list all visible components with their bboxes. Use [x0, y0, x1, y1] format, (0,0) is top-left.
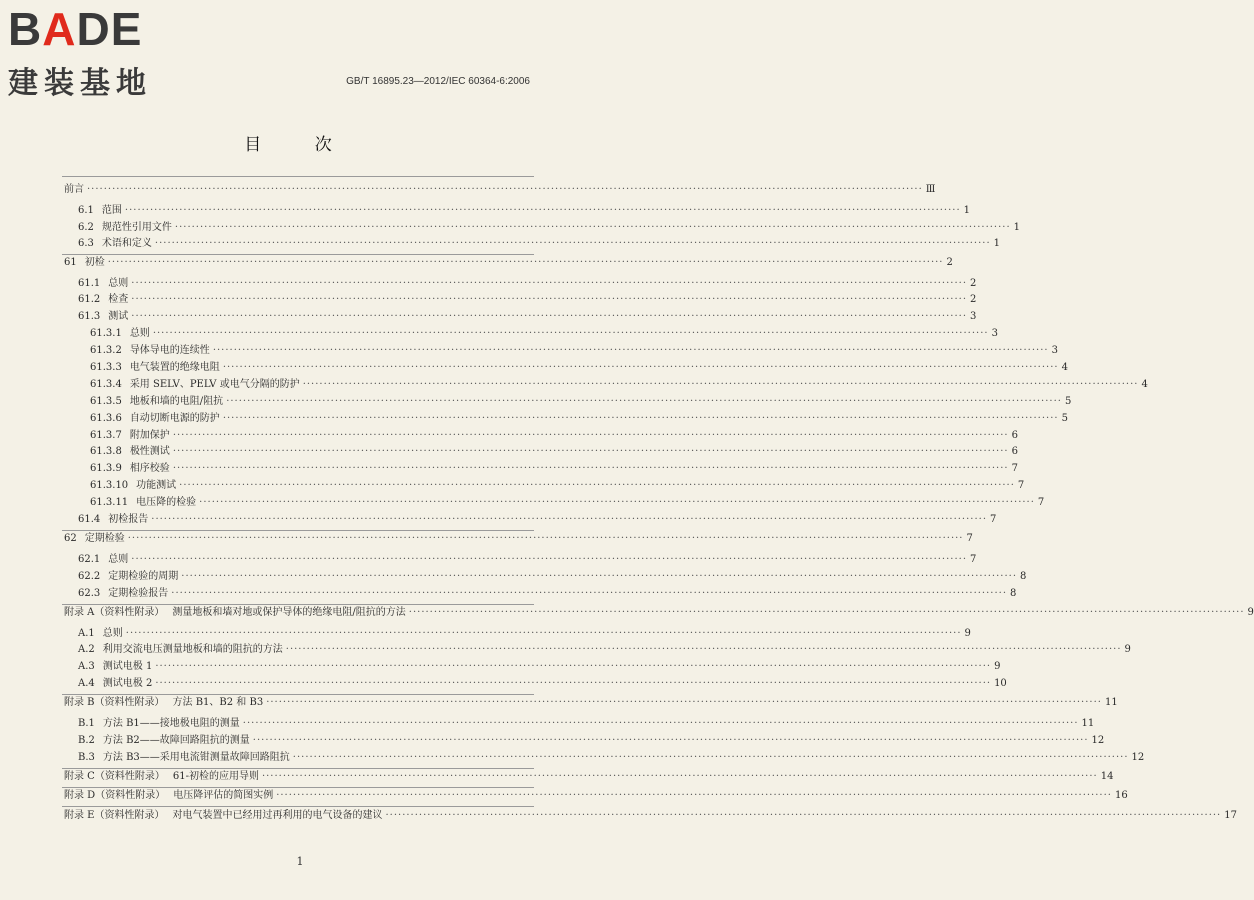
toc-entry [78, 276, 977, 292]
toc-entry-title: 方法 B1——接地极电阻的测量 [102, 718, 240, 729]
toc-entry-title: 方法 B1、B2 和 B3 [172, 697, 264, 708]
toc-leader-dots: ········································································································································································································ [154, 238, 991, 249]
toc-entry-page: 4 [1061, 362, 1068, 373]
toc-entry-page: 1 [993, 238, 1001, 249]
toc-entry-page: 9 [994, 661, 1001, 672]
toc-entry [90, 428, 1018, 444]
toc-leader-dots: ········································································································································································································ [172, 430, 1009, 441]
toc-entry-number: B.3 [78, 752, 95, 763]
toc-entry-title: 相序校验 [129, 463, 170, 474]
toc-entry-page: 8 [1010, 588, 1017, 599]
toc-entry-page: 6 [1011, 430, 1018, 441]
toc-entry [78, 586, 1017, 602]
toc-leader-dots: ········································································································································································································ [155, 661, 992, 672]
toc-top-rule [62, 176, 534, 177]
toc-entry [78, 716, 1095, 732]
toc-entry-number: 62 [64, 533, 77, 544]
toc-leader-dots: ········································································································································································································ [226, 396, 1062, 407]
toc-entry [64, 255, 953, 271]
standard-number: GB/T 16895.23—2012/IEC 60364-6:2006 [346, 76, 530, 87]
toc-entry [78, 626, 971, 642]
toc-entry-number: A.3 [78, 661, 95, 672]
toc-entry-title: 功能测试 [136, 480, 177, 491]
toc-entry [78, 220, 1021, 236]
toc-entry [64, 769, 1114, 785]
toc-entry-title: 定期检验 [84, 533, 125, 544]
toc-leader-dots: ········································································································································································································ [151, 514, 988, 525]
toc-entry-page: 7 [1017, 480, 1025, 491]
toc-entry-page: 17 [1224, 810, 1237, 821]
toc-entry-page: 14 [1100, 771, 1114, 782]
toc-entry-page: 2 [970, 278, 977, 289]
toc-entry [90, 461, 1018, 477]
toc-leader-dots: ········································································································································································································ [155, 678, 992, 689]
toc-entry-page: 9 [1247, 607, 1254, 618]
toc-entry-title: 测试电极 1 [102, 661, 153, 672]
toc-entry-title: 总则 [108, 554, 129, 565]
toc-entry-number: 61.3.11 [90, 497, 129, 508]
toc-entry-number: 62.3 [78, 588, 101, 599]
toc-leader-dots: ········································································································································································································ [172, 446, 1009, 457]
toc-entry-page: 2 [946, 257, 953, 268]
logo-letter-a: A [42, 3, 77, 55]
toc-entry-number: 附录 A（资料性附录） [64, 607, 165, 618]
toc-entry-number: 6.3 [78, 238, 94, 249]
toc-entry-page: 9 [964, 628, 971, 639]
toc-leader-dots: ········································································································································································································ [199, 497, 1035, 508]
toc-entry [78, 750, 1145, 766]
toc-entry [64, 695, 1118, 711]
toc-entry-title: 对电气装置中已经用过再利用的电气设备的建议 [172, 810, 383, 821]
toc-leader-dots: ········································································································································································································ [174, 222, 1011, 233]
toc-entry-number: 附录 C（资料性附录） [64, 771, 165, 782]
toc-entry-title: 测试 [108, 311, 129, 322]
toc-entry [90, 360, 1068, 376]
toc-entry [78, 569, 1027, 585]
toc-leader-dots: ········································································································································································································ [222, 362, 1059, 373]
toc-entry-number: 61.3.9 [90, 463, 122, 474]
toc-entry [90, 326, 998, 342]
logo-cjk-text: 建装基地 [8, 66, 152, 101]
toc-entry-title: 定期检验报告 [108, 588, 169, 599]
toc-entry-page: 7 [990, 514, 997, 525]
toc-entry-title: 定期检验的周期 [108, 571, 179, 582]
toc-entry-number: B.2 [78, 735, 95, 746]
toc-entry-page: 9 [1124, 644, 1131, 655]
toc-entry-title: 测试电极 2 [102, 678, 153, 689]
toc-entry-page: 11 [1104, 697, 1118, 708]
toc-entry-title: 初检 [84, 257, 105, 268]
toc-leader-dots: ········································································································································································································ [385, 810, 1222, 821]
toc-leader-dots: ········································································································································································································ [212, 345, 1049, 356]
toc-leader-dots: ········································································································································································································ [242, 718, 1079, 729]
toc-entry-title: 附加保护 [129, 430, 170, 441]
toc-entry-number: 前言 [64, 184, 84, 195]
toc-entry-page: 7 [966, 533, 973, 544]
toc-leader-dots: ········································································································································································································ [131, 278, 968, 289]
toc-entry [78, 309, 977, 325]
toc-entry-number: 61.4 [78, 514, 101, 525]
toc-entry [78, 292, 977, 308]
toc-entry-page: 7 [1011, 463, 1018, 474]
logo [8, 3, 152, 102]
toc-leader-dots: ········································································································································································································ [285, 644, 1122, 655]
toc-entry-number: 61.1 [78, 278, 101, 289]
logo-wordmark [8, 3, 152, 55]
toc-entry-title: 自动切断电源的防护 [129, 413, 220, 424]
toc-entry-title: 测量地板和墙对地或保护导体的绝缘电阻/阻抗的方法 [172, 607, 406, 618]
toc-entry-title: 规范性引用文件 [101, 222, 172, 233]
toc-entry-title: 利用交流电压测量地板和墙的阻抗的方法 [102, 644, 283, 655]
toc-entry-number: A.2 [78, 644, 95, 655]
toc-entry-page: 10 [994, 678, 1007, 689]
toc-entry [64, 788, 1128, 804]
toc-entry-page: Ⅲ [925, 184, 936, 195]
toc-leader-dots: ········································································································································································································ [181, 571, 1018, 582]
toc-entry-title: 总则 [129, 328, 150, 339]
toc-entry [90, 394, 1072, 410]
toc-entry [78, 552, 977, 568]
logo-letter-b: B [8, 3, 43, 55]
toc-leader-dots: ········································································································································································································ [127, 533, 964, 544]
toc-leader-dots: ········································································································································································································ [87, 184, 923, 195]
toc-leader-dots: ········································································································································································································ [179, 480, 1015, 491]
toc-entry-number: 61.3.1 [90, 328, 122, 339]
toc-entry-page: 3 [970, 311, 977, 322]
toc-entry-number: 附录 E（资料性附录） [64, 810, 165, 821]
toc-leader-dots: ········································································································································································································ [131, 294, 968, 305]
toc-entry-number: 61.3.3 [90, 362, 122, 373]
toc-entry-page: 7 [970, 554, 977, 565]
toc-leader-dots: ········································································································································································································ [276, 790, 1112, 801]
toc-entry-number: 61.3.8 [90, 446, 122, 457]
toc-entry-number: 附录 B（资料性附录） [64, 697, 165, 708]
toc-entry-title: 采用 SELV、PELV 或电气分隔的防护 [129, 379, 300, 390]
toc-entry-page: 1 [963, 205, 971, 216]
toc-entry-page: 12 [1131, 752, 1145, 763]
toc-entry-page: 8 [1020, 571, 1027, 582]
toc-entry-number: A.4 [78, 678, 95, 689]
toc-entry-page: 5 [1061, 413, 1068, 424]
toc-entry [78, 236, 1001, 252]
toc-entry-number: 61.3.10 [90, 480, 129, 491]
toc-entry-page: 3 [991, 328, 998, 339]
toc-entry-title: 检查 [108, 294, 129, 305]
toc-entry [64, 182, 936, 198]
toc-entry-title: 电压降评估的简图实例 [173, 790, 274, 801]
toc-leader-dots: ········································································································································································································ [152, 328, 989, 339]
toc-entry-title: 方法 B2——故障回路阻抗的测量 [102, 735, 250, 746]
toc-entry-number: 61.3.4 [90, 379, 122, 390]
toc-entry-title: 61-初检的应用导则 [172, 771, 259, 782]
toc-leader-dots: ········································································································································································································ [266, 697, 1102, 708]
toc-leader-dots: ········································································································································································································ [222, 413, 1059, 424]
toc-entry-number: 附录 D（资料性附录） [64, 790, 166, 801]
toc-leader-dots: ········································································································································································································ [172, 463, 1009, 474]
toc-entry-title: 导体导电的连续性 [129, 345, 210, 356]
toc-leader-dots: ········································································································································································································ [292, 752, 1129, 763]
toc-entry [78, 203, 971, 219]
toc-entry-title: 总则 [108, 278, 129, 289]
toc-entry-number: 61.3.5 [90, 396, 122, 407]
logo-letters-de: DE [76, 3, 143, 55]
toc-entry [90, 478, 1025, 494]
toc-entry [90, 495, 1045, 511]
toc-title: 目 次 [244, 135, 356, 155]
toc-entry-number: B.1 [78, 718, 95, 729]
toc-entry [64, 808, 1237, 824]
toc-leader-dots: ········································································································································································································ [171, 588, 1008, 599]
toc-entry-number: 61 [64, 257, 77, 268]
toc-entry-number: 61.3.2 [90, 345, 122, 356]
toc-entry-title: 初检报告 [108, 514, 149, 525]
toc-entry [90, 343, 1058, 359]
toc-leader-dots: ········································································································································································································ [125, 628, 962, 639]
toc-entry-number: 6.2 [78, 222, 94, 233]
toc-entry-number: 61.3.7 [90, 430, 122, 441]
toc-leader-dots: ········································································································································································································ [131, 554, 968, 565]
toc-entry [78, 659, 1001, 675]
toc-entry-page: 16 [1114, 790, 1128, 801]
toc-entry-title: 极性测试 [129, 446, 170, 457]
toc-entry-page: 4 [1141, 379, 1148, 390]
toc-entry-number: 62.1 [78, 554, 101, 565]
toc-entry-page: 1 [1013, 222, 1021, 233]
toc-leader-dots: ········································································································································································································ [302, 379, 1139, 390]
toc-entry [64, 531, 973, 547]
toc-entry-page: 12 [1091, 735, 1105, 746]
toc-entry-title: 电气装置的绝缘电阻 [129, 362, 220, 373]
toc-entry-number: 61.2 [78, 294, 101, 305]
toc-entry-number: 61.3 [78, 311, 101, 322]
toc-entry-title: 术语和定义 [101, 238, 152, 249]
toc-leader-dots: ········································································································································································································ [261, 771, 1098, 782]
toc-leader-dots: ········································································································································································································ [107, 257, 944, 268]
toc-section-rule [62, 806, 534, 807]
toc-entry-page: 6 [1011, 446, 1018, 457]
toc-entry [90, 377, 1148, 393]
toc-entry [64, 605, 1254, 621]
toc-entry [78, 733, 1105, 749]
toc-entry [90, 444, 1018, 460]
toc-entry-number: 6.1 [78, 205, 94, 216]
toc-entry-page: 5 [1064, 396, 1072, 407]
page-number: 1 [296, 855, 304, 868]
toc-entry-number: 62.2 [78, 571, 101, 582]
toc-entry [90, 411, 1068, 427]
toc-leader-dots: ········································································································································································································ [408, 607, 1245, 618]
toc-entry [78, 512, 997, 528]
toc-entry-title: 总则 [102, 628, 123, 639]
toc-entry-title: 地板和墙的电阻/阻抗 [129, 396, 224, 407]
toc-leader-dots: ········································································································································································································ [252, 735, 1089, 746]
toc-leader-dots: ········································································································································································································ [131, 311, 968, 322]
toc-entry-page: 3 [1051, 345, 1058, 356]
toc-entry-page: 11 [1081, 718, 1095, 729]
toc-entry-title: 电压降的检验 [136, 497, 197, 508]
toc-entry-page: 7 [1037, 497, 1045, 508]
toc-entry [78, 676, 1007, 692]
toc-entry-page: 2 [970, 294, 977, 305]
toc-entry-number: A.1 [78, 628, 95, 639]
toc-entry [78, 642, 1131, 658]
toc-entry-title: 范围 [101, 205, 122, 216]
toc-entry-number: 61.3.6 [90, 413, 122, 424]
toc-entry-title: 方法 B3——采用电流钳测量故障回路阻抗 [102, 752, 290, 763]
toc-leader-dots: ········································································································································································································ [124, 205, 961, 216]
